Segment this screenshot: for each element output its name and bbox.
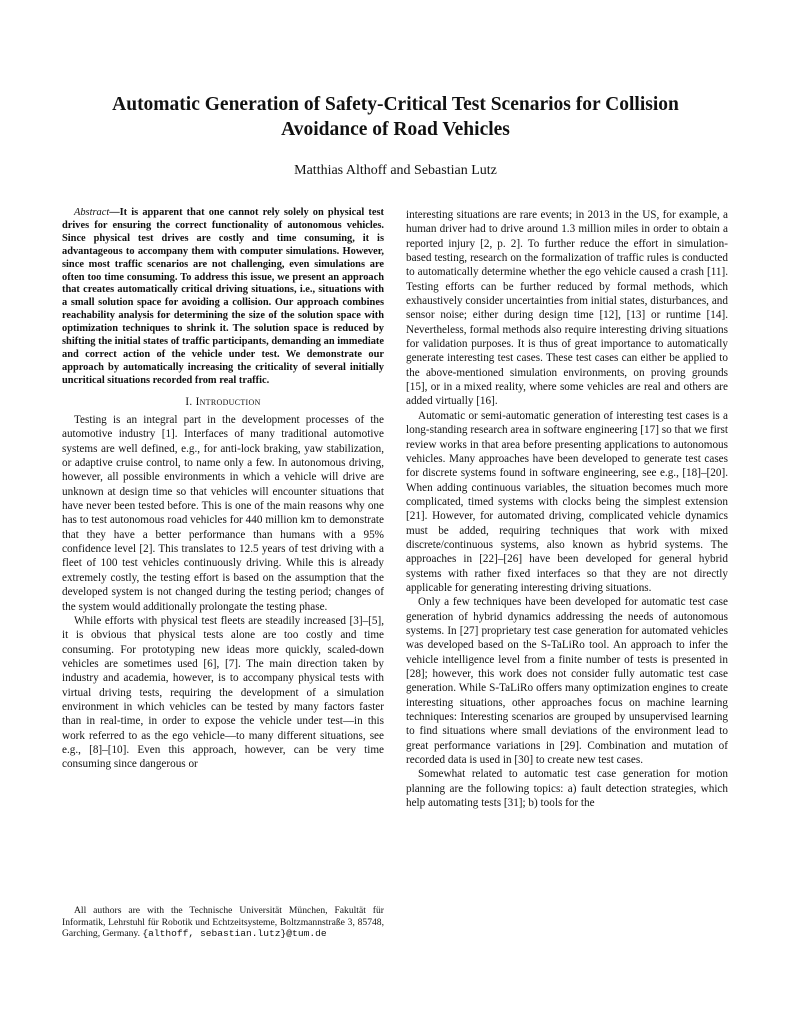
section-title: Introduction [195, 395, 261, 408]
body-paragraph: Testing is an integral part in the development processes of the automotive industry [1]. Interfaces of many traditional automotive systems are well defined, e.g., for anti-lock braking, yaw stabilization, or adaptive cruise control, to name only a few. In autonomous driving, however, all possible environments in which a vehicle will drive are unknown at design time so that vehicles will encounter situations that have never been tested before. This is one of the main reasons why one has to test autonomous road vehicles for 440 million km to demonstrate that they have a better performance than humans with a 95% confidence level [2]. This translates to 12.5 years of test driving with a fleet of 100 test vehicles continuously driving. While this is already extremely costly, the testing effort is based on the assumption that the developed system is not changed during the testing period; changes of the system would additionally prolongate the testing phase. [62, 414, 384, 613]
body-paragraph: interesting situations are rare events; in 2013 in the US, for example, a human driver had to drive around 1.3 million miles in order to obtain a reported injury [2, p. 2]. To further reduce the effort in simulation-based testing, research on the formalization of traffic rules is conducted to automatically determine whether the ego vehicle caused a crash [11]. Testing efforts can be further reduced by formal methods, which exhaustively consider uncertainties from initial states, disturbances, and sensor noise; either during design time [12], [13] or runtime [14]. Nevertheless, formal methods also require interesting driving situations for validation purposes. It is thus of great importance to automatically generate interesting test cases. These test cases can either be applied to the above-mentioned simulation environments, on proving grounds [15], or in a mixed reality, where some vehicles are real and others are added virtually [16]. [406, 209, 728, 408]
right-column [406, 208, 728, 810]
abstract-label: Abstract [74, 207, 110, 218]
footnote-emails: {althoff, sebastian.lutz}@tum.de [142, 928, 327, 940]
section-heading [62, 395, 384, 409]
footnote [62, 905, 384, 940]
section-number: I. [185, 395, 196, 408]
paper-title-line-2: Avoidance of Road Vehicles [281, 119, 510, 140]
paper-title [60, 92, 731, 142]
body-paragraph: While efforts with physical test fleets are steadily increased [3]–[5], it is obvious that physical tests alone are too costly and time consuming. For prototyping new ideas more quickly, scaled-down vehicles are sometimes used [6], [7]. The main direction taken by industry and academia, however, is to accompany physical tests with virtual driving tests, requiring the development of a simulation environment in which vehicles can be tested by many factors faster than in real-time, in order to expose the vehicle under test—in this work referred to as the ego vehicle—to many different situations, see e.g., [8]–[10]. Even this approach, however, can be very time consuming since dangerous or [62, 614, 384, 771]
body-paragraph: Only a few techniques have been developed for automatic test case generation of hybrid dynamics addressing the needs of autonomous systems. In [27] proprietary test case generation for automated vehicles was developed based on the S-TaLiRo tool. An approach to infer the vehicle intelligence level from a finite number of tests is presented in [28]; however, this work does not consider fully automatic test case generation. While S-TaLiRo offers many optimization engines to create interesting situations, other approaches focus on machine learning techniques: Interesting scenarios are grouped by unsupervised learning to find situations where small deviations of the environment lead to great performance variations in [29]. Combination and mutation of recorded data is used in [30] to create new test cases. [406, 596, 728, 767]
footnote-affiliation: All authors are with the Technische Universität München, Fakultät für Informatik, Lehrstuhl für Robotik und Echtzeitsysteme, Boltzmannstraße 3, 85748, Garching, Germany. [62, 905, 384, 940]
abstract [62, 207, 384, 388]
left-column [62, 207, 384, 772]
body-paragraph: Somewhat related to automatic test case generation for motion planning are the following topics: a) fault detection strategies, which help automating tests [31]; b) tools for the [406, 768, 728, 810]
paper-authors: Matthias Althoff and Sebastian Lutz [294, 163, 497, 178]
paper-title-line-1: Automatic Generation of Safety-Critical Test Scenarios for Collision [112, 94, 679, 115]
body-paragraph: Automatic or semi-automatic generation of interesting test cases is a long-standing research area in software engineering [17] so that we first review works in that area before presenting applications to autonomous vehicles. Many approaches have been developed to generate test cases for discrete systems found in software engineering, see e.g., [18]–[20]. When adding continuous variables, the situation becomes much more complicated, timed systems with clocks being the simplest extension [21]. However, for automated driving, complicated vehicle dynamics must be added, requiring techniques that work with mixed discrete/continuous systems, also known as hybrid systems. The approaches in [22]–[26] have been developed for general hybrid systems with rather fixed interfaces so that they are not directly applicable for generating interesting driving situations. [406, 409, 728, 594]
abstract-body: —It is apparent that one cannot rely solely on physical test drives for ensuring the correct functionality of autonomous vehicles. Since physical test drives are costly and time consuming, it is advantageous to accompany them with computer simulations. However, since most traffic scenarios are not challenging, even simulations are often too time consuming. To address this issue, we present an approach that creates automatically critical driving situations, i.e., situations with a small solution space for avoiding a collision. Our approach combines reachability analysis for determining the size of the solution space with optimization techniques to shrink it. The solution space is reduced by shifting the initial states of traffic participants, demanding an immediate and correct action of the vehicle under test. We demonstrate our approach by automatically increasing the criticality of several initially uncritical situations recorded from real traffic. [62, 207, 384, 386]
